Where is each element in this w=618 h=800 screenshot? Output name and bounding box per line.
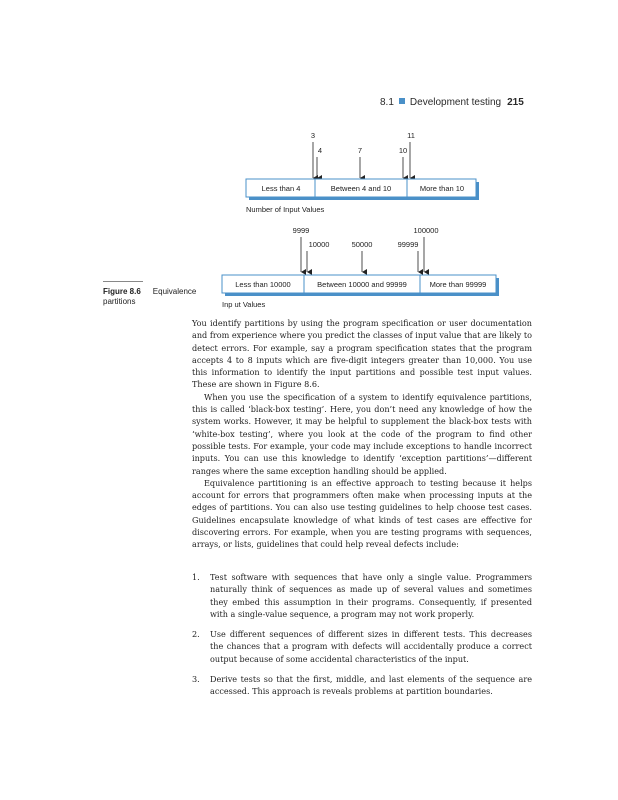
list-item-number: 2. [192,629,200,640]
list-item-number: 1. [192,572,200,582]
paragraph-3: Equivalence partitioning is an effective approach to testing because it helps account for errors that programmers often make when processing inputs at the edges of partitions. You can also use testing guidelines to help choose test cases. Guidelines encapsulate knowledge of what kinds of test cases are effective for discovering errors. For example, when you are testing programs with sequences, arrays, or lists, guidelines that could help reveal defects include: [192,477,532,550]
d2-label-99999: 99999 [397,240,419,249]
d1-box-more-than-10: More than 10 [419,184,465,193]
diagram2 [222,226,499,309]
section-number: 8.1 [380,97,394,108]
d1-label-3: 3 [310,131,316,140]
section-title: Development testing [409,97,502,108]
d2-label-10000: 10000 [308,240,330,249]
page-number: 215 [507,97,524,108]
d2-label-100000: 100000 [413,226,439,235]
paragraph-1: You identify partitions by using the program specification or user documentation and from experience where you predict the classes of input value that are likely to detect errors. For example, say a program specification states that the program accepts 4 to 8 inputs which are five-digit integers greater than 10,000. You use this information to identify the input partitions and possible test input values. These are shown in Figure 8.6. [192,318,532,390]
d2-box-less-than-10000: Less than 10000 [235,280,291,289]
list-item-text: Use different sequences of different sizes in different tests. This decreases the chances that a program with defects will accidentally produce a correct output because of some accidental characteristics of the input. [210,629,532,664]
d1-label-10: 10 [398,146,408,155]
paragraph-2: When you use the specification of a system to identify equivalence partitions, this is called ‘black-box testing’. Here, you don’t need any knowledge of how the system works. However, it may be helpful to supplement the black-box tests with ‘white-box testing’, where you look at the code of the program to find other possible tests. For example, your code may include exceptions to handle incorrect inputs. You can use this knowledge to identify ‘exception partitions’—different ranges where the same exception handling should be applied. [192,391,532,476]
list-item-text: Test software with sequences that have only a single value. Programmers naturally think of sequences as made up of several values and sometimes they embed this assumption in their programs. Consequently, if presented with a single-value sequence, a program may not work properly. [210,572,532,619]
figure-number: Figure 8.6 [103,287,141,296]
d2-label-9999: 9999 [292,226,310,235]
guideline-list [192,571,532,706]
figure-caption [103,287,203,307]
d2-axis-label: Inp ut Values [222,300,266,309]
body-text [192,317,532,551]
equivalence-partitions-diagram [0,0,618,320]
d1-box-less-than-4: Less than 4 [261,184,301,193]
d1-axis-label: Number of Input Values [246,205,325,214]
caption-rule [103,281,143,282]
d1-label-4: 4 [317,146,323,155]
d2-label-50000: 50000 [351,240,373,249]
list-item-number: 3. [192,674,200,685]
list-item [192,571,532,620]
d1-label-11: 11 [407,131,415,140]
list-item [192,628,532,665]
d2-box-between-10000-and-99999: Between 10000 and 99999 [317,280,407,289]
d1-label-7: 7 [357,146,363,155]
d2-box-more-than-99999: More than 99999 [429,280,487,289]
figure-title: Equivalence partitions [103,287,197,306]
list-item [192,673,532,698]
list-item-text: Derive tests so that the first, middle, and last elements of the sequence are accessed. This approach is reveals problems at partition boundaries. [210,674,532,697]
diagram1 [246,131,479,214]
d1-box-between-4-and-10: Between 4 and 10 [330,184,392,193]
